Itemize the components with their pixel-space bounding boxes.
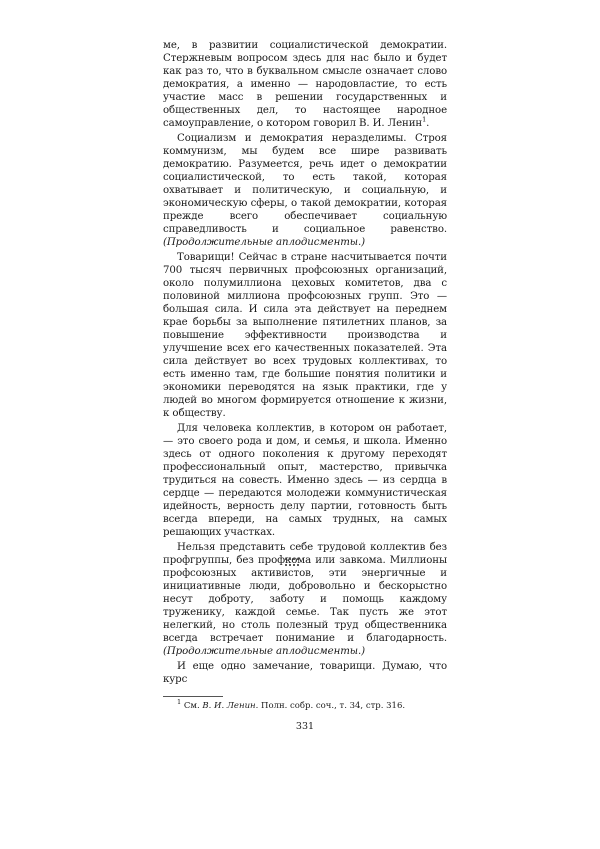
footnote-citation: Полн. собр. соч., т. 34, стр. 316. (258, 701, 406, 711)
paragraph (163, 660, 447, 686)
audience-remark: (Продолжительные аплодисменты.) (163, 237, 365, 248)
footnote (163, 698, 447, 712)
document-page (163, 39, 447, 732)
footnote-mark: 1 (177, 698, 182, 707)
paragraph-text: Товарищи! Сейчас в стране насчитывается почти 700 тысяч первичных профсоюзных организаций, около полумиллиона цеховых комитетов, два с половиной миллиона профсоюзных групп. Это — большая сила. И сила эта действует на переднем крае борьбы за выполнение пятилетних планов, за повышение эффективности производства и улучшение всех его качественных показателей. Эта сила действует во всех трудовых коллективах, то есть именно там, где большие понятия политики и экономики переводятся на язык практики, где у людей во многом формируется отношение к жизни, к обществу. (163, 252, 447, 419)
paragraph-text: И еще одно замечание, товарищи. Думаю, что курс (163, 661, 447, 685)
paragraph (163, 541, 447, 658)
footnote-divider (163, 696, 223, 697)
footnote-prefix: См. (181, 701, 203, 711)
paragraph (163, 251, 447, 420)
paragraph-text: Социализм и демократия неразделимы. Строя коммунизм, мы будем все шире развивать демократию. Разумеется, речь идет о демократии социалистической, то есть такой, которая охватывает и политическую, и социальную, и экономическую сферы, о такой демократии, которая прежде всего обеспечивает социальную справедливость и социальное равенство. (163, 133, 447, 235)
footnote-reference: 1 (422, 115, 427, 124)
footnote-author: В. И. Ленин. (202, 701, 259, 711)
page-number: 331 (295, 721, 315, 732)
paragraph-text: Нельзя представить себе трудовой коллектив без профгруппы, без профкома или завкома. Миллионы профсоюзных активистов, эти энергичные и инициативные люди, добровольно и бескорыстно несут доброту, заботу и помощь каждому труженику, каждой семье. Так пусть же этот нелегкий, но столь полезный труд общественника всегда встречает понимание и благодарность. (163, 542, 447, 644)
paragraph-text: ме, в развитии социалистической демократии. Стержневым вопросом здесь для нас было и будет как раз то, что в буквальном смысле означает слово демократия, а именно — народовластие, то есть участие масс в решении государственных и общественных дел, то настоящее народное самоуправление, о котором говорил В. И. Ленин (163, 40, 447, 129)
paragraph (163, 422, 447, 539)
print-artifact-mark (285, 558, 299, 566)
body-text (163, 39, 447, 686)
paragraph (163, 132, 447, 249)
paragraph: ме, в развитии социалистической демократии. Стержневым вопросом здесь для нас было и будет как раз то, что в буквальном смысле означает слово демократия, а именно — народовластие, то есть участие масс в решении государственных и общественных дел, то настоящее народное самоуправление, о котором говорил В. И. Ленин$^1$. (163, 40, 447, 129)
paragraph-text: Для человека коллектив, в котором он работает, — это своего рода и дом, и семья, и школа. Именно здесь от одного поколения к другому переходят профессиональный опыт, мастерство, привычка трудиться на совесть. Именно здесь — из сердца в сердце — передаются молодежи коммунистическая идейность, верность делу партии, готовность быть всегда впереди, на самых трудных, на самых решающих участках. (163, 423, 447, 538)
audience-remark: (Продолжительные аплодисменты.) (163, 646, 365, 657)
